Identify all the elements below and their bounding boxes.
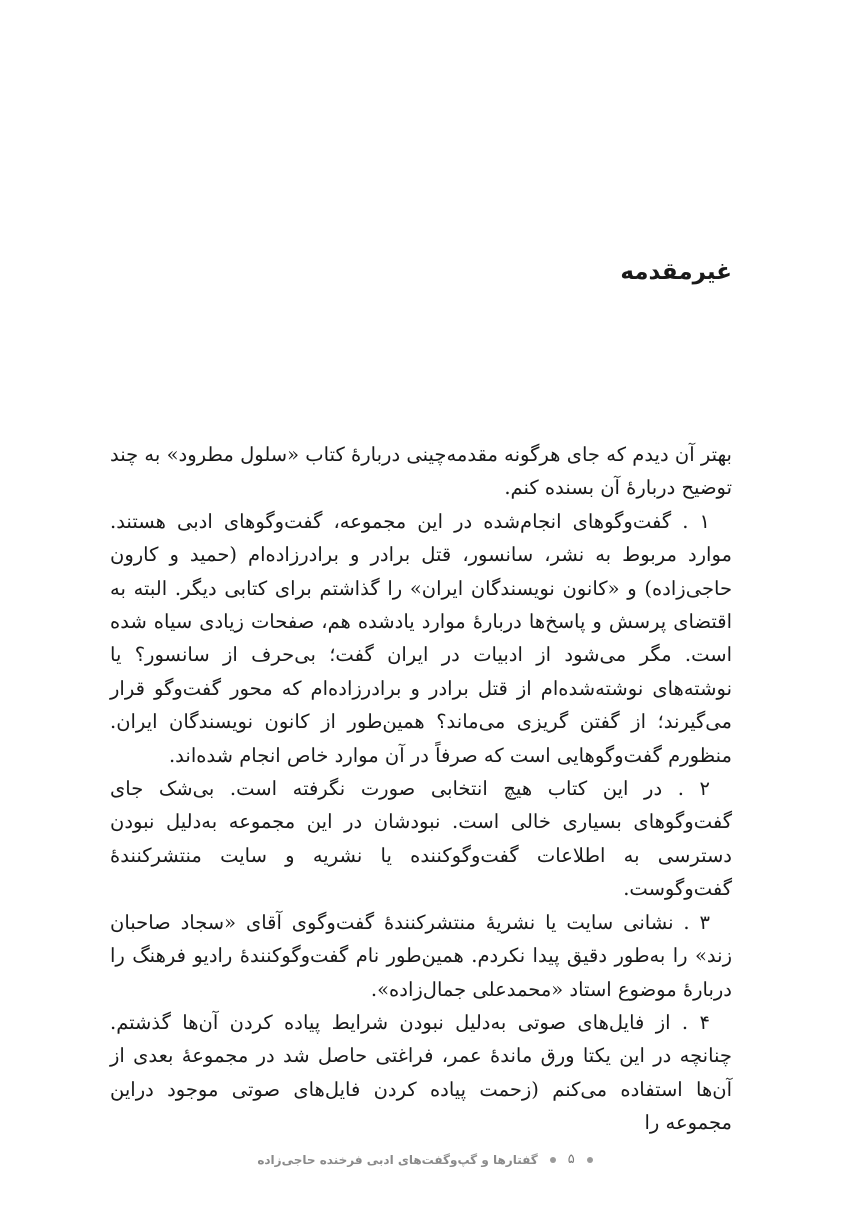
body-text [110, 438, 732, 1140]
paragraph-2: ۲ . در این کتاب هیچ انتخابی صورت نگرفته است. بی‌شک جای گفت‌وگوهای بسیاری خالی است. نبودشان در این مجموعه به‌دلیل نبودن دسترسی به اطلاعات گفت‌وگوکننده یا نشریه و سایت منتشرکنندهٔ گفت‌وگوست. [110, 777, 732, 901]
footer-dot-icon [550, 1157, 556, 1163]
page-footer [0, 1152, 850, 1167]
paragraph-1: ۱ . گفت‌وگوهای انجام‌شده در این مجموعه، گفت‌وگوهای ادبی هستند. موارد مربوط به نشر، سانسور، قتل برادر و برادرزاده‌ام (حمید و کارون حاجی‌زاده) و «کانون نویسندگان ایران» را گذاشتم برای کتابی دیگر. البته به اقتضای پرسش و پاسخ‌ها دربارهٔ موارد یادشده هم، صفحات زیادی سیاه شده است. مگر می‌شود از ادبیات در ایران گفت؛ بی‌حرف از سانسور؟ یا نوشته‌های نوشته‌شده‌ام از قتل برادر و برادرزاده‌ام که محور گفت‌وگو قرار می‌گیرند؛ از گفتن گریزی می‌ماند؟ همین‌طور از کانون نویسندگان ایران. منظورم گفت‌وگوهایی است که صرفاً در آن موارد خاص انجام شده‌اند. [110, 509, 732, 767]
paragraph-4: ۴ . از فایل‌های صوتی به‌دلیل نبودن شرایط پیاده کردن آن‌ها گذشتم. چنانچه در این یکتا ورق ماندهٔ عمر، فراغتی حاصل شد در مجموعهٔ بعدی از آن‌ها استفاده می‌کنم (زحمت پیاده کردن فایل‌های صوتی موجود دراین مجموعه را [110, 1010, 732, 1135]
chapter-title: غیرمقدمه [620, 259, 732, 285]
running-footer-title: گفتارها و گپ‌وگفت‌های ادبی فرخنده حاجی‌زاده [257, 1152, 538, 1167]
page-number: ۵ [567, 1152, 575, 1167]
footer-dot-icon [587, 1157, 593, 1163]
paragraph-3: ۳ . نشانی سایت یا نشریهٔ منتشرکنندهٔ گفت‌وگوی آقای «سجاد صاحبان زند» را به‌طور دقیق پیدا نکردم. همین‌طور نام گفت‌وگوکنندهٔ رادیو فرهنگ را دربارهٔ موضوع استاد «محمدعلی جمال‌زاده». [110, 910, 732, 1001]
paragraph-intro: بهتر آن دیدم که جای هرگونه مقدمه‌چینی دربارهٔ کتاب «سلول مطرود» به چند توضیح دربارهٔ آن بسنده کنم. [110, 443, 732, 500]
